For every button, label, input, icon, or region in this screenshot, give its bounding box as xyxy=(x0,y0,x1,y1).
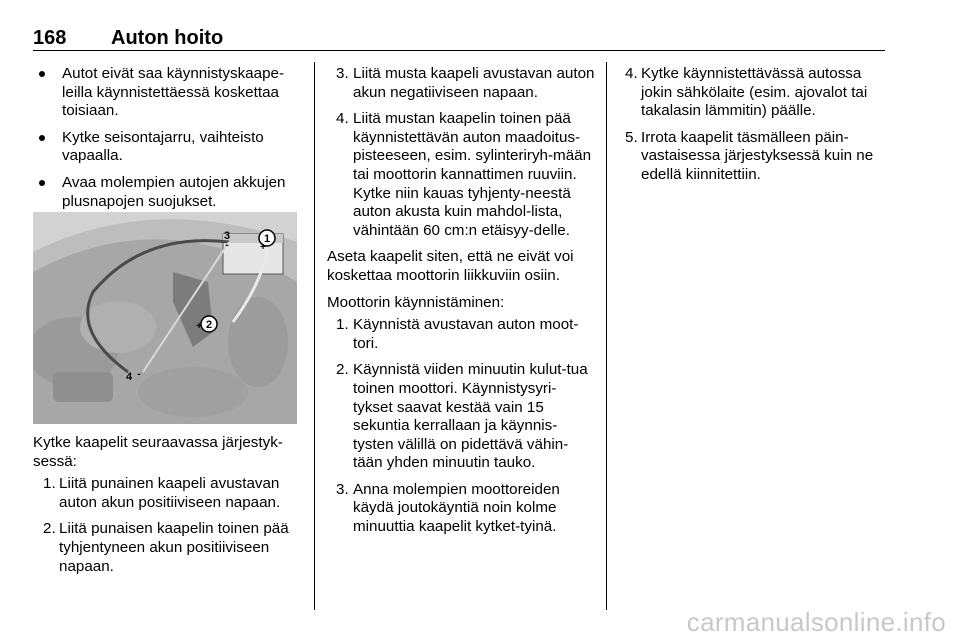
bullet-item: Autot eivät saa käynnistyskaape-leilla käynnistettäessä koskettaa toisiaan. xyxy=(33,65,301,121)
step-item xyxy=(621,65,891,121)
step-item xyxy=(33,475,303,512)
column-3 xyxy=(621,65,891,193)
column-divider-2 xyxy=(606,62,607,610)
cable-note: Aseta kaapelit siten, että ne eivät voi koskettaa moottorin liikkuviin osiin. xyxy=(327,248,574,284)
column-1-lower xyxy=(33,434,303,584)
step-item xyxy=(327,316,595,353)
engine-bay-illustration xyxy=(33,212,297,424)
page-number: 168 xyxy=(33,27,67,49)
column-1 xyxy=(33,65,301,219)
step-number: 3. xyxy=(336,65,349,82)
step-number: 2. xyxy=(336,361,349,379)
step-number: 4. xyxy=(625,65,638,82)
callout-4-sign: - xyxy=(137,369,141,380)
header-rule xyxy=(33,50,885,51)
callout-2-sign: + xyxy=(196,321,202,332)
step-item xyxy=(327,65,595,102)
callout-3-label: 3 xyxy=(223,230,231,242)
step-item xyxy=(621,129,891,185)
step-text: Käynnistä avustavan auton moot-tori. xyxy=(353,316,579,352)
step-number: 5. xyxy=(625,128,638,146)
step-item xyxy=(327,110,595,240)
step-text: Kytke käynnistettävässä autossa jokin sähkölaite (esim. ajovalot tai takalasin lämmitin) päälle. xyxy=(641,65,868,120)
bullet-item: Avaa molempien autojen akkujen plusnapojen suojukset. xyxy=(33,174,301,211)
page-header xyxy=(33,26,223,50)
step-text: Anna molempien moottoreiden käydä joutokäyntiä noin kolme minuuttia kaapelit kytket-tyinä. xyxy=(353,480,560,536)
callout-1-label: 1 xyxy=(263,233,271,245)
step-number: 2. xyxy=(43,520,56,538)
start-steps xyxy=(327,316,595,537)
column-2 xyxy=(327,65,595,545)
step-number: 1. xyxy=(43,475,56,493)
callout-1-sign: + xyxy=(260,242,266,253)
step-text: Käynnistä viiden minuutin kulut-tua toinen moottori. Käynnistysyri-tykset saavat kestää vain 15 sekuntia kerrallaan ja käynnis-tysten välillä on pidettävä vähin-tään yhden minuutin tauko. xyxy=(353,361,588,472)
step-text: Liitä musta kaapeli avustavan auton akun negatiiviseen napaan. xyxy=(353,65,595,101)
step-text: Irrota kaapelit täsmälleen päin-vastaisessa järjestyksessä kuin ne edellä kiinnitettiin. xyxy=(641,128,874,183)
page-title: Auton hoito xyxy=(111,27,224,49)
column-divider-1 xyxy=(314,62,315,610)
final-steps xyxy=(621,65,891,185)
callout-4-label: 4 xyxy=(125,371,133,383)
step-number: 4. xyxy=(336,110,349,128)
step-number: 3. xyxy=(336,480,349,498)
connection-steps-1 xyxy=(33,475,303,576)
callout-2-label: 2 xyxy=(205,319,213,331)
connection-intro: Kytke kaapelit seuraavassa järjestyk-sessä: xyxy=(33,434,283,470)
connection-steps-2 xyxy=(327,65,595,240)
step-text: Liitä punaisen kaapelin toinen pää tyhjentyneen akun positiiviseen napaan. xyxy=(59,520,289,575)
bullet-item: Kytke seisontajarru, vaihteisto vapaalla. xyxy=(33,129,301,166)
watermark: carmanualsonline.info xyxy=(686,607,946,637)
step-item xyxy=(327,481,595,537)
step-item xyxy=(33,520,303,576)
step-item xyxy=(327,361,595,473)
step-text: Liitä punainen kaapeli avustavan auton akun positiiviseen napaan. xyxy=(59,475,281,511)
step-number: 1. xyxy=(336,316,349,334)
callout-3-sign: - xyxy=(225,240,229,251)
engine-bay-figure xyxy=(33,212,297,424)
start-heading: Moottorin käynnistäminen: xyxy=(327,293,505,311)
step-text: Liitä mustan kaapelin toinen pää käynnistettävän auton maadoitus-pisteeseen, esim. sylinteriryh-mään tai moottorin kannattimen ruuviin. Kytke niin kauas tyhjenty-neestä auton akusta kuin mahdol-lista, vähintään 60 cm:n etäisyy-delle. xyxy=(353,110,592,239)
precaution-list xyxy=(33,65,301,211)
